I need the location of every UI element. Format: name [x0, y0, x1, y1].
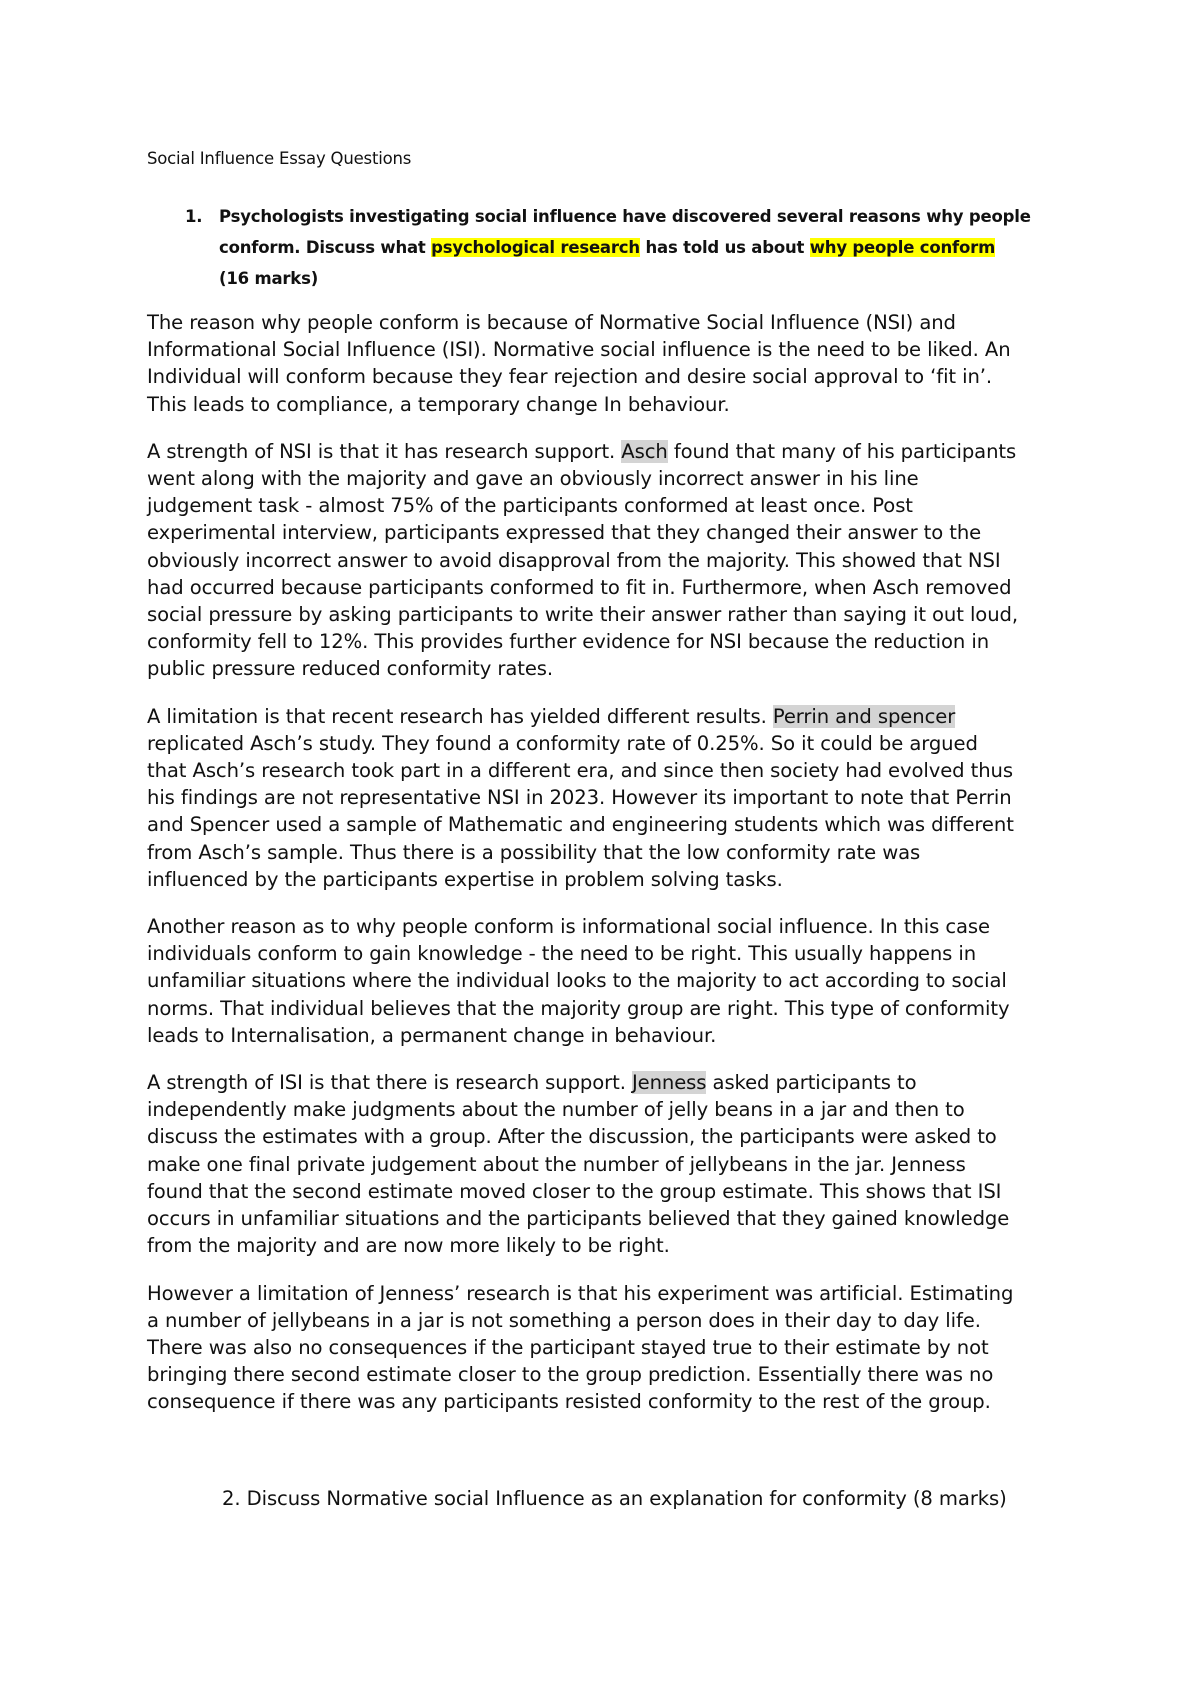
highlight-perrin-and-spencer: Perrin and spencer — [772, 704, 956, 728]
question-1-text-segment: conform. Discuss what — [219, 238, 432, 257]
text-segment: asked participants to — [706, 1071, 917, 1095]
question-1-text — [219, 201, 1045, 294]
paragraph-line: norms. That individual believes that the majority group are right. This type of conformity — [147, 996, 1010, 1020]
paragraph-line: consequence if there was any participants resisted conformity to the rest of the group. — [147, 1390, 991, 1414]
question-2: 2. Discuss Normative social Influence as an explanation for conformity (8 marks) — [222, 1487, 1007, 1510]
paragraph-line: However a limitation of Jenness’ research is that his experiment was artificial. Estimating — [147, 1281, 1014, 1305]
text-segment: found that many of his participants — [667, 439, 1017, 463]
paragraph-line: a number of jellybeans in a jar is not something a person does in their day to day life. — [147, 1308, 981, 1332]
question-1-line — [219, 232, 1045, 263]
paragraph-line: that Asch’s research took part in a different era, and since then society had evolved thus — [147, 759, 1013, 783]
paragraph-line: The reason why people conform is because of Normative Social Influence (NSI) and — [147, 311, 956, 334]
paragraph-nsi-limitation — [147, 703, 1077, 893]
paragraph-line: unfamiliar situations where the individual looks to the majority to act according to social — [147, 969, 1007, 993]
paragraph-nsi-strength — [147, 438, 1077, 683]
question-1-marks: (16 marks) — [219, 269, 319, 288]
paragraph-line: Individual will conform because they fear rejection and desire social approval to ‘fit in’. — [147, 365, 993, 389]
highlight-asch: Asch — [621, 439, 668, 463]
highlight-why-people-conform: why people conform — [809, 238, 996, 257]
paragraph-line: discuss the estimates with a group. After the discussion, the participants were asked to — [147, 1125, 997, 1149]
paragraph-line: conformity fell to 12%. This provides further evidence for NSI because the reduction in — [147, 630, 990, 654]
paragraph-line: replicated Asch’s study. They found a conformity rate of 0.25%. So it could be argued — [147, 731, 978, 755]
paragraph-line: judgement task - almost 75% of the participants conformed at least once. Post — [147, 494, 913, 518]
text-segment: A strength of NSI is that it has research support. — [147, 439, 622, 463]
paragraph-isi-strength — [147, 1069, 1077, 1259]
paragraph-line — [147, 1069, 1077, 1096]
essay-body — [147, 309, 1077, 1436]
paragraph-line: social pressure by asking participants to write their answer rather than saying it out loud, — [147, 603, 1018, 627]
question-1-line: Psychologists investigating social influence have discovered several reasons why people — [219, 207, 1031, 226]
paragraph-line: influenced by the participants expertise in problem solving tasks. — [147, 867, 783, 891]
paragraph-line — [147, 438, 1077, 465]
paragraph-line: from the majority and are now more likely to be right. — [147, 1234, 670, 1258]
paragraph-line: Another reason as to why people conform is informational social influence. In this case — [147, 915, 990, 939]
paragraph-isi-limitation — [147, 1280, 1077, 1416]
paragraph-line: public pressure reduced conformity rates. — [147, 657, 554, 681]
paragraph-isi-intro — [147, 913, 1077, 1049]
paragraph-line: experimental interview, participants expressed that they changed their answer to the — [147, 521, 982, 545]
text-segment: A strength of ISI is that there is research support. — [147, 1071, 632, 1095]
question-1-number: 1. — [185, 207, 203, 226]
paragraph-line: There was also no consequences if the participant stayed true to their estimate by not — [147, 1335, 989, 1359]
text-segment: A limitation is that recent research has yielded different results. — [147, 704, 773, 728]
paragraph-line: went along with the majority and gave an obviously incorrect answer in his line — [147, 467, 919, 491]
paragraph-line: make one final private judgement about the number of jellybeans in the jar. Jenness — [147, 1152, 966, 1176]
paragraph-line: obviously incorrect answer to avoid disapproval from the majority. This showed that NSI — [147, 548, 1001, 572]
highlight-psychological-research: psychological research — [431, 238, 640, 257]
paragraph-line: found that the second estimate moved closer to the group estimate. This shows that ISI — [147, 1179, 1002, 1203]
paragraph-line: This leads to compliance, a temporary change In behaviour. — [147, 392, 730, 416]
paragraph-line: independently make judgments about the number of jelly beans in a jar and then to — [147, 1098, 965, 1122]
highlight-jenness: Jenness — [631, 1071, 707, 1095]
paragraph-line: individuals conform to gain knowledge - the need to be right. This usually happens in — [147, 942, 977, 966]
paragraph-line: from Asch’s sample. Thus there is a possibility that the low conformity rate was — [147, 840, 921, 864]
paragraph-line: leads to Internalisation, a permanent change in behaviour. — [147, 1023, 717, 1047]
paragraph-line: Informational Social Influence (ISI). Normative social influence is the need to be liked. An — [147, 338, 1011, 362]
paragraph-line: and Spencer used a sample of Mathematic and engineering students which was different — [147, 813, 1014, 837]
paragraph-line: had occurred because participants conformed to fit in. Furthermore, when Asch removed — [147, 575, 1012, 599]
paragraph-line — [147, 703, 1077, 730]
document-title: Social Influence Essay Questions — [147, 149, 412, 168]
paragraph-nsi-intro — [147, 309, 1077, 418]
paragraph-line: bringing there second estimate closer to the group prediction. Essentially there was no — [147, 1363, 994, 1387]
question-1 — [185, 201, 1045, 294]
question-1-text-segment: has told us about — [639, 238, 810, 257]
paragraph-line: occurs in unfamiliar situations and the participants believed that they gained knowledge — [147, 1207, 1010, 1231]
paragraph-line: his findings are not representative NSI in 2023. However its important to note that Perrin — [147, 786, 1012, 810]
